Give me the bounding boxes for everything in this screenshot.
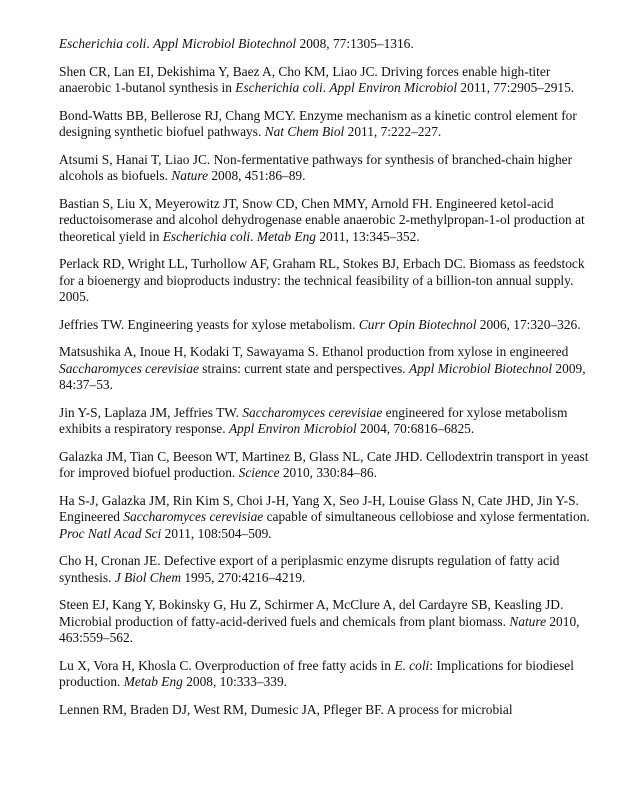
reference-number-clip bbox=[0, 597, 44, 614]
reference-plain-text: 2006, 17:320–326. bbox=[476, 316, 581, 332]
reference-italic-text: Metab Eng bbox=[123, 674, 183, 689]
reference-plain-text: Bond-Watts BB, Bellerose RJ, Chang MCY. Enzyme mechanism as a kinetic control element for designing synthetic biofuel pathways. bbox=[59, 107, 577, 139]
reference-plain-text: Perlack RD, Wright LL, Turhollow AF, Graham RL, Stokes BJ, Erbach DC. Biomass as feedstock for a bioenergy and bioproducts industry: the technical feasibility of a billion-ton annual supply. 2005. bbox=[59, 256, 585, 304]
reference-plain-text: 2009, 84:37–53. bbox=[59, 360, 586, 392]
reference-plain-text: Lennen RM, Braden DJ, West RM, Dumesic JA, Pfleger BF. A process for microbial bbox=[59, 701, 513, 717]
reference-plain-text: 2010, 330:84–86. bbox=[279, 465, 377, 480]
reference-entry bbox=[0, 658, 590, 691]
reference-italic-text: Saccharomyces cerevisiae bbox=[242, 404, 383, 420]
reference-plain-text: Bastian S, Liu X, Meyerowitz JT, Snow CD, Chen MMY, Arnold FH. Engineered ketol-acid reductoisomerase and alcohol dehydrogenase enable anaerobic 2-methylpropan-1-ol production at theoretical yield in bbox=[59, 195, 585, 244]
reference-number bbox=[0, 256, 44, 273]
reference-italic-text: Science bbox=[238, 465, 280, 480]
reference-text bbox=[59, 256, 585, 304]
reference-text bbox=[59, 658, 574, 690]
reference-number bbox=[0, 64, 44, 81]
reference-number bbox=[0, 405, 44, 422]
reference-italic-text: Metab Eng bbox=[256, 228, 316, 244]
reference-entry bbox=[0, 108, 590, 141]
reference-number bbox=[0, 658, 44, 675]
reference-plain-text: . bbox=[250, 228, 257, 244]
reference-number bbox=[0, 108, 44, 125]
reference-number bbox=[0, 196, 44, 213]
reference-number bbox=[0, 344, 44, 361]
reference-entry bbox=[0, 493, 590, 543]
reference-plain-text: 2011, 13:345–352. bbox=[315, 228, 420, 244]
reference-italic-text: Nature bbox=[509, 613, 547, 629]
reference-italic-text: Appl Environ Microbiol bbox=[329, 80, 458, 95]
reference-plain-text: strains: current state and perspectives. bbox=[198, 360, 410, 376]
reference-italic-text: Proc Natl Acad Sci bbox=[59, 525, 162, 541]
reference-number-clip bbox=[0, 449, 44, 466]
reference-plain-text: Lu X, Vora H, Khosla C. Overproduction of free fatty acids in bbox=[59, 657, 395, 673]
reference-italic-text: Curr Opin Biotechnol bbox=[358, 316, 477, 332]
reference-plain-text: : Implications for biodiesel production. bbox=[59, 657, 574, 689]
reference-plain-text: 2011, 108:504–509. bbox=[161, 525, 272, 541]
reference-plain-text: Matsushika A, Inoue H, Kodaki T, Sawayama S. Ethanol production from xylose in engineered bbox=[59, 344, 569, 359]
reference-number-clip bbox=[0, 553, 44, 570]
reference-text bbox=[59, 449, 588, 481]
reference-italic-text: Appl Microbiol Biotechnol bbox=[409, 360, 553, 376]
reference-number bbox=[0, 317, 44, 334]
reference-number-clip bbox=[0, 196, 44, 213]
reference-plain-text: 2008, 451:86–89. bbox=[208, 168, 306, 183]
reference-plain-text: . bbox=[146, 36, 154, 51]
reference-number-clip bbox=[0, 405, 44, 422]
reference-text bbox=[59, 597, 580, 645]
reference-number-clip bbox=[0, 152, 44, 169]
reference-text bbox=[59, 64, 574, 96]
reference-number-clip bbox=[0, 256, 44, 273]
reference-entry bbox=[0, 36, 590, 53]
reference-number bbox=[0, 152, 44, 169]
reference-number bbox=[0, 702, 44, 719]
reference-italic-text: E. coli bbox=[394, 657, 430, 673]
reference-number-clip bbox=[0, 317, 44, 334]
reference-plain-text: 2008, 10:333–339. bbox=[182, 674, 288, 689]
reference-text bbox=[59, 196, 585, 244]
reference-entry bbox=[0, 702, 590, 719]
reference-plain-text: 2010, 463:559–562. bbox=[59, 613, 580, 645]
reference-number-clip bbox=[0, 658, 44, 675]
reference-plain-text: 2011, 77:2905–2915. bbox=[457, 80, 575, 95]
reference-italic-text: Escherichia coli bbox=[59, 36, 147, 51]
reference-number-clip bbox=[0, 108, 44, 125]
reference-number bbox=[0, 597, 44, 614]
reference-plain-text: Jeffries TW. Engineering yeasts for xylose metabolism. bbox=[59, 316, 359, 332]
reference-italic-text: Saccharomyces cerevisiae bbox=[59, 360, 199, 376]
reference-plain-text: 1995, 270:4216–4219. bbox=[181, 569, 306, 585]
reference-number bbox=[0, 553, 44, 570]
reference-text bbox=[59, 317, 581, 332]
reference-text bbox=[59, 344, 586, 392]
reference-text bbox=[59, 36, 414, 51]
reference-plain-text: 2004, 70:6816–6825. bbox=[356, 421, 475, 436]
reference-text bbox=[59, 405, 567, 437]
reference-entry bbox=[0, 64, 590, 97]
reference-text bbox=[59, 108, 577, 140]
reference-plain-text: Steen EJ, Kang Y, Bokinsky G, Hu Z, Schirmer A, McClure A, del Cardayre SB, Keasling JD. Microbial production of fatty-acid-derived fuels and chemicals from plant biomass. bbox=[59, 597, 564, 629]
reference-number bbox=[0, 449, 44, 466]
reference-italic-text: J Biol Chem bbox=[114, 569, 182, 585]
reference-plain-text: Galazka JM, Tian C, Beeson WT, Martinez B, Glass NL, Cate JHD. Cellodextrin transport in yeast for improved biofuel production. bbox=[59, 448, 589, 480]
reference-entry bbox=[0, 196, 590, 246]
reference-text bbox=[59, 493, 590, 541]
reference-entry bbox=[0, 152, 590, 185]
reference-plain-text: 2011, 7:222–227. bbox=[344, 124, 442, 139]
reference-number-clip bbox=[0, 344, 44, 361]
reference-plain-text: . bbox=[322, 80, 330, 95]
reference-entry bbox=[0, 344, 590, 394]
reference-plain-text: Jin Y-S, Laplaza JM, Jeffries TW. bbox=[59, 404, 243, 420]
reference-entry bbox=[0, 317, 590, 334]
reference-entry bbox=[0, 597, 590, 647]
reference-number-clip bbox=[0, 702, 44, 719]
reference-text bbox=[59, 702, 513, 717]
reference-plain-text: Cho H, Cronan JE. Defective export of a periplasmic enzyme disrupts regulation of fatty acid synthesis. bbox=[59, 553, 560, 585]
reference-plain-text: Shen CR, Lan EI, Dekishima Y, Baez A, Cho KM, Liao JC. Driving forces enable high-titer anaerobic 1-butanol synthesis in bbox=[59, 63, 551, 95]
reference-italic-text: Escherichia coli bbox=[235, 80, 323, 95]
reference-italic-text: Nature bbox=[171, 168, 209, 183]
reference-plain-text: capable of simultaneous cellobiose and xylose fermentation. bbox=[263, 509, 590, 524]
reference-text bbox=[59, 553, 560, 585]
reference-plain-text: Ha S-J, Galazka JM, Rin Kim S, Choi J-H, Yang X, Seo J-H, Louise Glass N, Cate JHD, Jin Y-S. Engineered bbox=[59, 492, 579, 524]
reference-plain-text: engineered for xylose metabolism exhibits a respiratory response. bbox=[59, 404, 568, 436]
reference-text bbox=[59, 152, 572, 184]
reference-italic-text: Escherichia coli bbox=[162, 228, 251, 244]
reference-number bbox=[0, 493, 44, 510]
reference-entry bbox=[0, 449, 590, 482]
reference-italic-text: Appl Environ Microbiol bbox=[228, 421, 357, 436]
reference-number-clip bbox=[0, 64, 44, 81]
reference-list bbox=[0, 36, 590, 718]
reference-number-clip bbox=[0, 493, 44, 510]
reference-italic-text: Nat Chem Biol bbox=[264, 124, 345, 139]
reference-plain-text: Atsumi S, Hanai T, Liao JC. Non-fermentative pathways for synthesis of branched-chain higher alcohols as biofuels. bbox=[59, 151, 573, 183]
reference-italic-text: Appl Microbiol Biotechnol bbox=[153, 36, 297, 51]
reference-entry bbox=[0, 405, 590, 438]
reference-italic-text: Saccharomyces cerevisiae bbox=[123, 509, 264, 524]
reference-entry bbox=[0, 256, 590, 306]
reference-plain-text: 2008, 77:1305–1316. bbox=[296, 36, 414, 51]
reference-entry bbox=[0, 553, 590, 586]
